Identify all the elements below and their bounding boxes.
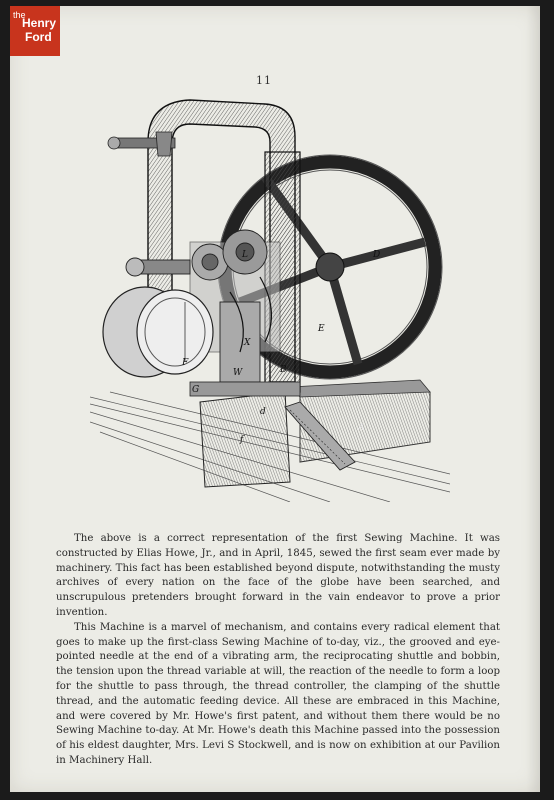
- body-text: [56, 532, 500, 769]
- henry-ford-logo: [10, 6, 60, 56]
- paragraph-2: This Machine is a marvel of mechanism, and contains every radical element that goes to make up the first-class Sewing Machine of to-day, viz., the grooved and eye-pointed needle at the end of a vibrating arm, the reciprocating shuttle and bobbin, the tension upon the thread variable at will, the reaction of the needle to form a loop for the shuttle to pass through, the thread controller, the clamping of the shuttle thread, and the automatic feeding device. All these are embraced in this Machine, and were covered by Mr. Howe's first patent, and without them there would be no Sewing Machine to-day. At Mr. Howe's death this Machine passed into the possession of his eldest daughter, Mrs. Levi S Stockwell, and is now on exhibition at our Pavilion in Machinery Hall.: [56, 621, 500, 766]
- page-number: 11: [256, 74, 272, 87]
- paragraph-1: The above is a correct representation of the first Sewing Machine. It was constructed by Elias Howe, Jr., and in April, 1845, sewed the first seam ever made by machinery. This fact has been established beyond dispute, notwithstanding the musty archives of every nation on the face of the globe have been searched, and unscrupulous pretenders brought forward in the vain endeavor to prove a prior invention.: [56, 533, 500, 618]
- shuttle-drum: [103, 287, 213, 377]
- label-d-wheel: D: [373, 250, 381, 260]
- label-f: F: [182, 358, 189, 368]
- sewing-machine-illustration: [90, 92, 450, 502]
- label-w: W: [233, 368, 243, 378]
- label-x: X: [244, 338, 251, 348]
- label-b: B: [280, 365, 287, 375]
- label-g: G: [192, 385, 200, 395]
- label-d-small: d: [260, 407, 266, 417]
- label-l: L: [242, 250, 248, 260]
- label-f-small: f: [240, 435, 244, 445]
- label-e: E: [318, 324, 325, 334]
- logo-line-the: the: [13, 10, 26, 20]
- logo-line-henry: Henry: [22, 16, 57, 30]
- fabric-clamp: [190, 382, 300, 487]
- logo-line-ford: Ford: [25, 30, 52, 44]
- page-edge-shadow: [526, 6, 540, 792]
- document-page: [10, 6, 540, 792]
- label-a: A: [358, 423, 365, 433]
